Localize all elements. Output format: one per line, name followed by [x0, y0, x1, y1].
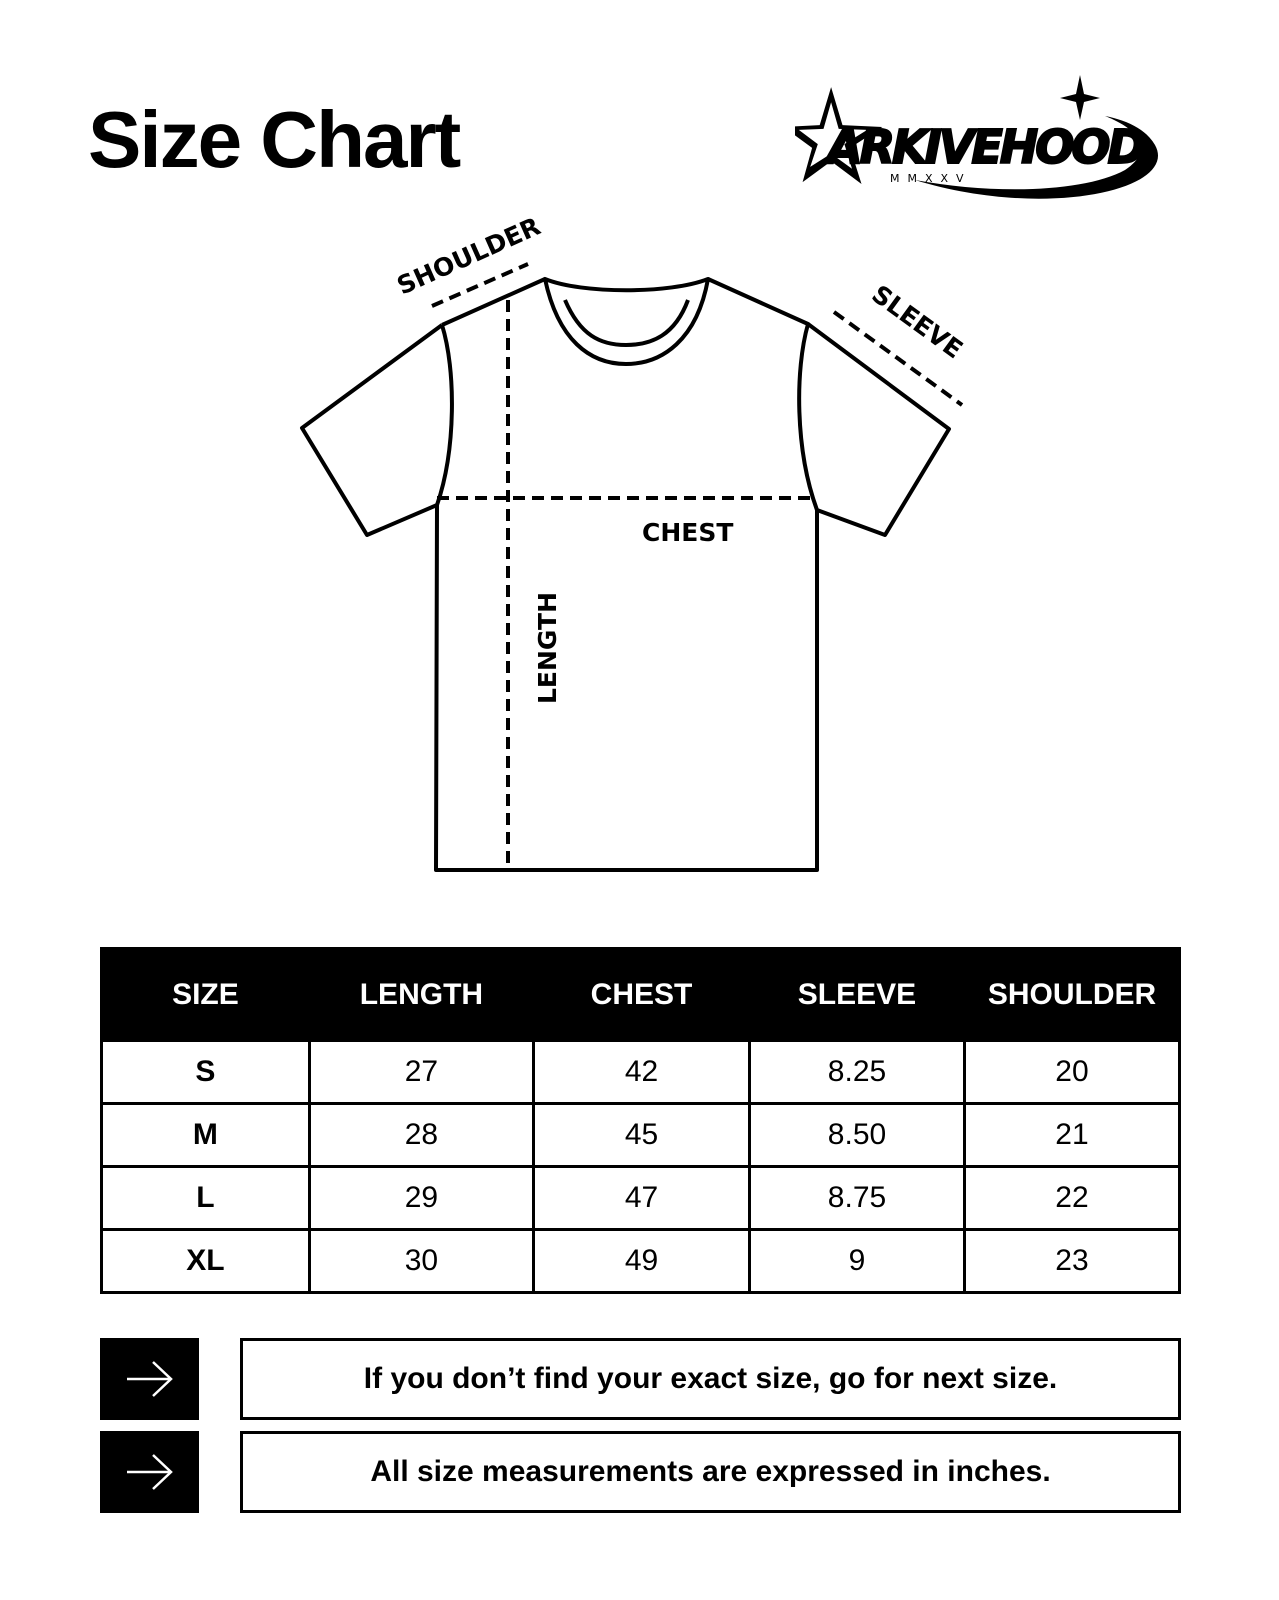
sleeve-cell: 8.50	[750, 1104, 965, 1167]
length-cell: 30	[309, 1230, 533, 1293]
left-sleeve-outline	[302, 325, 442, 535]
sleeve-label: SLEEVE	[866, 279, 969, 365]
note-inches: All size measurements are expressed in inches.	[240, 1431, 1181, 1513]
note-row-next-size	[100, 1338, 1181, 1420]
length-cell: 29	[309, 1167, 533, 1230]
torso-outline	[436, 279, 817, 870]
length-cell: 27	[309, 1041, 533, 1104]
arrow-right-icon	[100, 1338, 199, 1420]
brand-logo-subtext: MMXXV	[890, 172, 972, 185]
header-shoulder: SHOULDER	[964, 949, 1179, 1041]
sleeve-cell: 8.75	[750, 1167, 965, 1230]
chest-cell: 49	[534, 1230, 750, 1293]
note-row-inches	[100, 1431, 1181, 1513]
size-cell: L	[102, 1167, 310, 1230]
brand-logo	[795, 70, 1190, 205]
note-next-size: If you don’t find your exact size, go for next size.	[240, 1338, 1181, 1420]
sleeve-cell: 8.25	[750, 1041, 965, 1104]
header-sleeve: SLEEVE	[750, 949, 965, 1041]
collar-outline	[545, 279, 708, 364]
sleeve-cell: 9	[750, 1230, 965, 1293]
shoulder-cell: 22	[964, 1167, 1179, 1230]
shoulder-cell: 23	[964, 1230, 1179, 1293]
table-row	[102, 1167, 1180, 1230]
length-cell: 28	[309, 1104, 533, 1167]
shoulder-cell: 20	[964, 1041, 1179, 1104]
page-title: Size Chart	[88, 95, 460, 184]
table-header-row	[102, 949, 1180, 1041]
shoulder-label: SHOULDER	[392, 211, 545, 301]
brand-logo-text: ARKIVEHOOD	[827, 120, 1143, 174]
tshirt-diagram	[290, 200, 1010, 900]
size-cell: S	[102, 1041, 310, 1104]
chest-cell: 45	[534, 1104, 750, 1167]
table-row	[102, 1041, 1180, 1104]
chest-label: CHEST	[642, 518, 734, 547]
header-chest: CHEST	[534, 949, 750, 1041]
header-length: LENGTH	[309, 949, 533, 1041]
size-cell: M	[102, 1104, 310, 1167]
header-size: SIZE	[102, 949, 310, 1041]
right-sleeve-outline	[808, 324, 949, 535]
arrow-right-icon	[100, 1431, 199, 1513]
size-table	[100, 947, 1181, 1294]
table-row	[102, 1104, 1180, 1167]
shoulder-cell: 21	[964, 1104, 1179, 1167]
size-cell: XL	[102, 1230, 310, 1293]
table-row	[102, 1230, 1180, 1293]
length-label: LENGTH	[533, 592, 562, 704]
chest-cell: 47	[534, 1167, 750, 1230]
chest-cell: 42	[534, 1041, 750, 1104]
